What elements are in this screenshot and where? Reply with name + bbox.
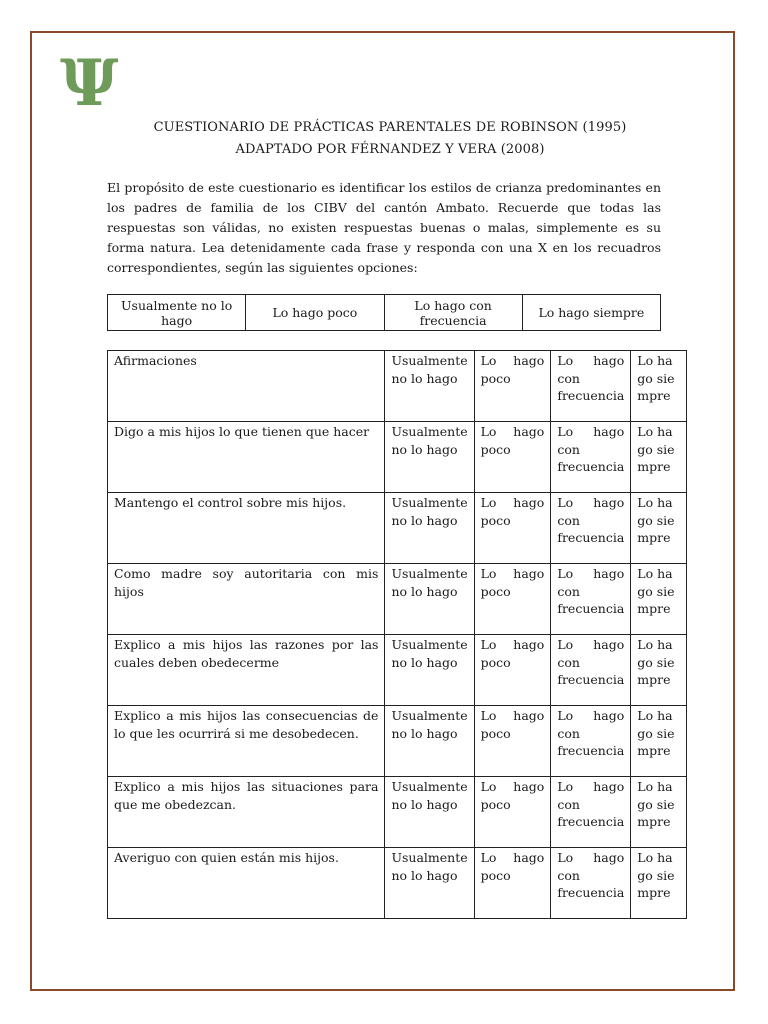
option-siempre-cell[interactable]: Lo hago siempre [631, 422, 687, 493]
option-frecuencia-cell[interactable] [551, 422, 631, 493]
option-frecuencia-line2: con frecuencia [557, 512, 625, 545]
option-usualmente-cell[interactable]: Usualmente no lo hago [385, 493, 474, 564]
option-frecuencia-line1: Lo hago [557, 708, 625, 723]
option-frecuencia-line1: Lo hago [557, 424, 625, 439]
option-usualmente-cell[interactable]: Usualmente no lo hago [385, 564, 474, 635]
option-poco-cell[interactable]: Lo hago poco [474, 564, 551, 635]
statement-cell: Explico a mis hijos las consecuencias de lo que les ocurrirá si me desobedecen. [108, 706, 385, 777]
option-cell: Usualmente no lo hago [108, 295, 246, 331]
option-frecuencia-line2: con frecuencia [557, 441, 625, 474]
intro-paragraph: El propósito de este cuestionario es identificar los estilos de crianza predominantes en los padres de familia de los CIBV del cantón Ambato. Recuerde que todas las respuestas son válidas, no existen respuestas buenas o malas, simplemente es su forma natura. Lea detenidamente cada frase y responda con una X en los recuadros correspondientes, según las siguientes opciones: [107, 180, 661, 275]
option-frecuencia-cell[interactable] [551, 848, 631, 919]
statement-cell: Explico a mis hijos las razones por las cuales deben obedecerme [108, 635, 385, 706]
table-row [108, 777, 687, 848]
option-frecuencia-line2: con frecuencia [557, 654, 625, 687]
table-row [108, 422, 687, 493]
option-poco-cell[interactable]: Lo hago poco [474, 777, 551, 848]
option-usualmente-cell[interactable]: Usualmente no lo hago [385, 635, 474, 706]
option-poco-cell[interactable]: Lo hago poco [474, 493, 551, 564]
statement-cell: Como madre soy autoritaria con mis hijos [108, 564, 385, 635]
table-row [108, 635, 687, 706]
option-frecuencia-line2: con frecuencia [557, 583, 625, 616]
option-poco-cell[interactable]: Lo hago poco [474, 422, 551, 493]
option-poco-cell[interactable]: Lo hago poco [474, 635, 551, 706]
option-frecuencia-line1: Lo hago [557, 353, 625, 368]
option-cell: Lo hago siempre [522, 295, 660, 331]
option-cell: Lo hago poco [246, 295, 384, 331]
option-poco-cell[interactable]: Lo hago poco [474, 351, 551, 422]
option-siempre-cell[interactable]: Lo hago siempre [631, 706, 687, 777]
option-usualmente-cell[interactable]: Usualmente no lo hago [385, 848, 474, 919]
option-frecuencia-line2: con frecuencia [557, 725, 625, 758]
table-row [108, 564, 687, 635]
option-usualmente-cell[interactable]: Usualmente no lo hago [385, 422, 474, 493]
statement-cell: Mantengo el control sobre mis hijos. [108, 493, 385, 564]
option-frecuencia-line1: Lo hago [557, 779, 625, 794]
option-frecuencia-cell[interactable] [551, 564, 631, 635]
option-frecuencia-line1: Lo hago [557, 566, 625, 581]
option-siempre-cell[interactable]: Lo hago siempre [631, 848, 687, 919]
table-row [108, 848, 687, 919]
option-frecuencia-line1: Lo hago [557, 637, 625, 652]
statement-cell: Explico a mis hijos las situaciones para que me obedezcan. [108, 777, 385, 848]
option-frecuencia-line1: Lo hago [557, 495, 625, 510]
options-legend-table [107, 294, 661, 331]
option-frecuencia-cell[interactable] [551, 493, 631, 564]
psi-logo-icon: Ψ [60, 46, 119, 121]
option-frecuencia-line1: Lo hago [557, 850, 625, 865]
option-poco-cell[interactable]: Lo hago poco [474, 706, 551, 777]
option-siempre-cell[interactable]: Lo hago siempre [631, 351, 687, 422]
option-usualmente-cell[interactable]: Usualmente no lo hago [385, 706, 474, 777]
option-frecuencia-cell[interactable] [551, 777, 631, 848]
option-frecuencia-cell[interactable] [551, 635, 631, 706]
option-usualmente-cell[interactable]: Usualmente no lo hago [385, 777, 474, 848]
option-frecuencia-line2: con frecuencia [557, 370, 625, 403]
table-row [108, 706, 687, 777]
option-siempre-cell[interactable]: Lo hago siempre [631, 564, 687, 635]
option-siempre-cell[interactable]: Lo hago siempre [631, 777, 687, 848]
option-frecuencia-line2: con frecuencia [557, 796, 625, 829]
option-siempre-cell[interactable]: Lo hago siempre [631, 493, 687, 564]
option-cell: Lo hago con frecuencia [384, 295, 522, 331]
document-subtitle: ADAPTADO POR FÉRNANDEZ Y VERA (2008) [235, 142, 545, 157]
questionnaire-table [107, 350, 687, 919]
option-usualmente-cell[interactable]: Usualmente no lo hago [385, 351, 474, 422]
option-siempre-cell[interactable]: Lo hago siempre [631, 635, 687, 706]
statement-cell: Digo a mis hijos lo que tienen que hacer [108, 422, 385, 493]
document-title: CUESTIONARIO DE PRÁCTICAS PARENTALES DE ROBINSON (1995) [153, 120, 627, 135]
option-poco-cell[interactable]: Lo hago poco [474, 848, 551, 919]
table-row [108, 493, 687, 564]
option-frecuencia-cell[interactable] [551, 706, 631, 777]
option-frecuencia-cell[interactable] [551, 351, 631, 422]
statement-cell: Averiguo con quien están mis hijos. [108, 848, 385, 919]
option-frecuencia-line2: con frecuencia [557, 867, 625, 900]
table-header-row [108, 351, 687, 422]
statement-cell: Afirmaciones [108, 351, 385, 422]
